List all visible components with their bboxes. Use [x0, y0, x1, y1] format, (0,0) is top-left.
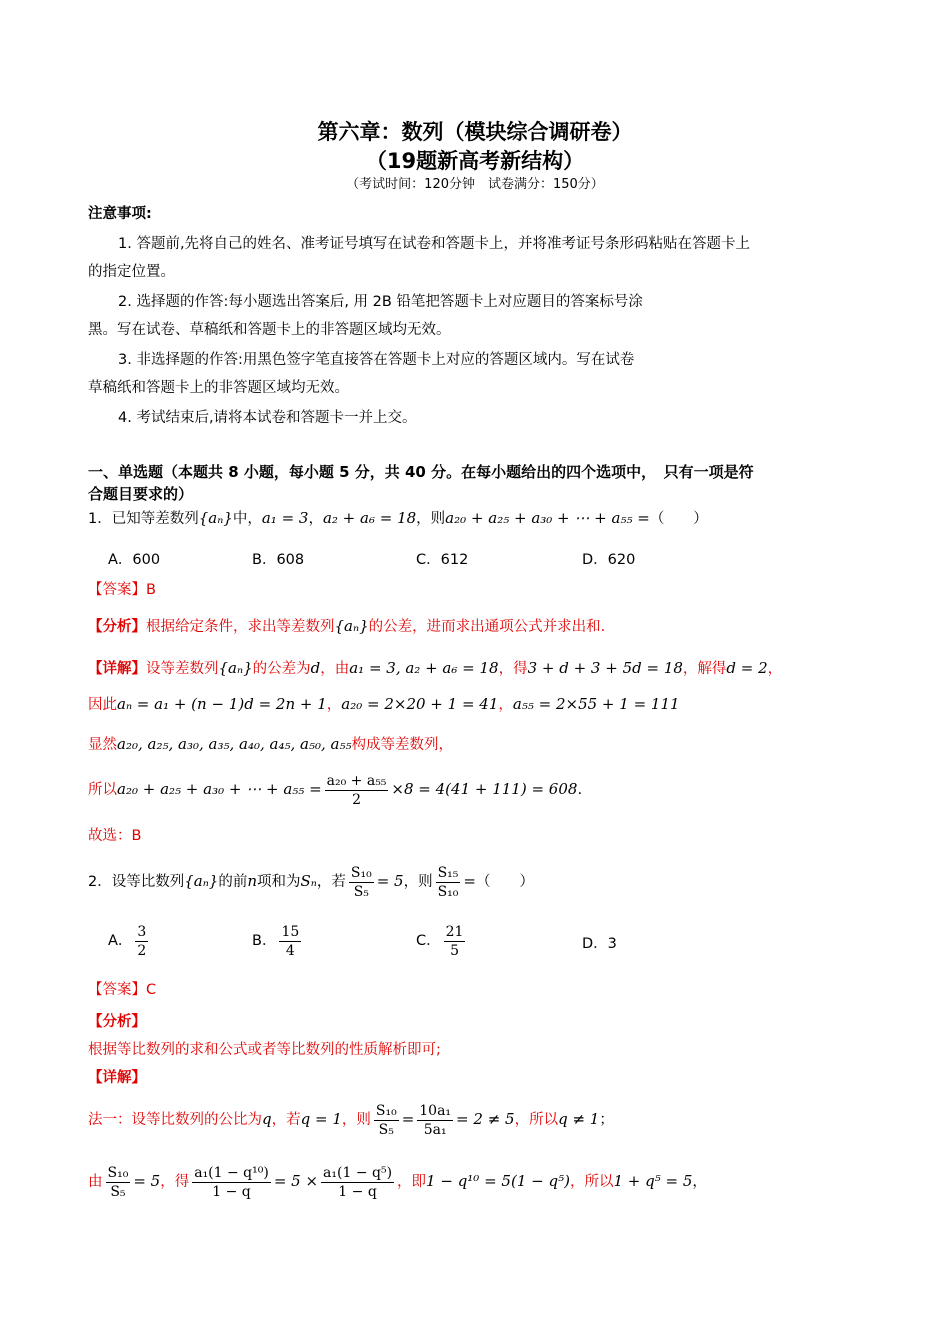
notice-heading: 注意事项:: [88, 206, 152, 222]
q2-f2-eq: =: [463, 872, 476, 890]
q2-m1-gn: 10a₁: [419, 1102, 452, 1119]
section-heading-cont: 合题目要求的）: [88, 485, 194, 503]
q2-m2-frac-1: [106, 1164, 131, 1201]
q1-comma: ，: [308, 511, 323, 527]
q2-m1-end: ；: [599, 1112, 614, 1128]
q1-detail-a: 设等差数列: [146, 661, 219, 677]
q2-opt-a-label: A．: [108, 933, 133, 949]
q1-detail-e3: d = 2: [726, 659, 768, 677]
q1-line3-a: 显然: [88, 737, 117, 753]
notice-item-1-cont: 的指定位置。: [88, 264, 175, 280]
q1-detail-e1: a₁ = 3, a₂ + a₆ = 18: [349, 659, 499, 677]
q1-detail-seq: {aₙ}: [218, 659, 253, 677]
q2-m2-frac-3: [321, 1164, 394, 1201]
q1-line2-c: ，: [498, 697, 513, 713]
q1-stem-prefix: 1．已知等差数列: [88, 511, 199, 527]
q2-paren: （ ）: [476, 874, 534, 890]
q1-answer: 【答案】B: [88, 582, 156, 598]
q1-option-b: B．608: [252, 552, 305, 568]
notice-item-2-cont: 黑。写在试卷、草稿纸和答题卡上的非答题区域均无效。: [88, 322, 451, 338]
q2-method-1-cont: [88, 1158, 707, 1205]
q2-m2-gn: a₁(1 − q¹⁰): [194, 1164, 269, 1181]
q2-option-c: [416, 918, 468, 964]
q2-seq: {aₙ}: [184, 872, 219, 890]
q1-detail-line-2: [88, 694, 680, 715]
q1-line4-den: 2: [352, 791, 361, 808]
q1-line4-a: 所以: [88, 782, 117, 798]
q2-m1-c: ，则: [341, 1112, 371, 1128]
q2-opt-c-frac: [444, 923, 466, 960]
q2-f2-den: S₁₀: [437, 883, 459, 900]
q2-analysis-label: 【分析】: [88, 1014, 146, 1030]
q2-m1-a: 法一：设等比数列的公比为: [88, 1112, 262, 1128]
q1-conclusion: 故选：B: [88, 828, 142, 844]
q2-m1-eq: =: [401, 1110, 415, 1128]
q2-m1-frac-2: [417, 1102, 453, 1139]
q2-m2-c: ，即: [397, 1174, 427, 1190]
q2-opt-b-label: B．: [252, 933, 277, 949]
q1-analysis-a: 根据给定条件，求出等差数列: [146, 619, 335, 635]
q2-m2-b: ，得: [160, 1174, 190, 1190]
q1-option-d: D．620: [582, 552, 636, 568]
q1-detail-e2: 3 + d + 3 + 5d = 18: [527, 659, 683, 677]
q2-answer: 【答案】C: [88, 982, 157, 998]
q1-detail-line-4: [88, 766, 582, 813]
q2-f1-den: S₅: [353, 883, 369, 900]
notice-item-3-cont: 草稿纸和答题卡上的非答题区域均无效。: [88, 380, 349, 396]
exam-info: （考试时间：120分钟 试卷满分：150分）: [346, 177, 604, 192]
q2-m2-frac-2: [192, 1164, 271, 1201]
q2-option-b: [252, 918, 304, 964]
q2-m2-d: ，所以: [569, 1174, 614, 1190]
q1-line4-fraction: [325, 772, 389, 809]
q2-option-d: D．3: [582, 936, 617, 952]
notice-item-1: 1. 答题前,先将自己的姓名、准考证号填写在试卷和答题卡上，并将准考证号条形码粘贴在答题卡上: [118, 236, 751, 252]
q1-detail-g: ，解得: [682, 661, 727, 677]
q2-m1-b: ，若: [271, 1112, 301, 1128]
q2-opt-b-num: 15: [281, 923, 300, 940]
q2-m1-res: = 2 ≠ 5: [456, 1110, 515, 1128]
q1-line3-b: 构成等差数列，: [351, 737, 454, 753]
notice-item-2: 2. 选择题的作答:每小题选出答案后, 用 2B 铅笔把答题卡上对应题目的答案标号涂: [118, 294, 643, 310]
q1-analysis-b: 的公差，进而求出通项公式并求出和.: [368, 619, 606, 635]
notice-item-4: 4. 考试结束后,请将本试卷和答题卡一并上交。: [118, 410, 417, 426]
q1-line2-e3: a₅₅ = 2×55 + 1 = 111: [512, 695, 680, 713]
q2-opt-b-den: 4: [285, 942, 295, 959]
q1-line4-num: a₂₀ + a₅₅: [326, 772, 387, 789]
q1-line2-e2: a₂₀ = 2×20 + 1 = 41: [341, 695, 499, 713]
q1-detail-line-3: [88, 734, 453, 755]
q1-detail-b: 的公差为: [252, 661, 311, 677]
q2-m2-fn: S₁₀: [107, 1164, 129, 1181]
q2-m1-d: ，所以: [514, 1112, 559, 1128]
q2-f1-num: S₁₀: [350, 864, 372, 881]
q1-stem-mid1: 中，: [232, 511, 262, 527]
q1-paren: （ ）: [649, 511, 708, 527]
q2-stem-d: ，若: [316, 874, 346, 890]
q2-f2-num: S₁₅: [437, 864, 459, 881]
q1-analysis: [88, 616, 605, 637]
q1-option-a: A．600: [108, 552, 161, 568]
q2-m1-frac-1: [374, 1102, 399, 1139]
q2-analysis: 根据等比数列的求和公式或者等比数列的性质解析即可;: [88, 1042, 441, 1058]
q1-detail-d: d: [310, 659, 321, 677]
q2-f1-eq: = 5: [376, 872, 404, 890]
section-heading: 一、单选题（本题共 8 小题，每小题 5 分，共 40 分。在每小题给出的四个选项中， 只有一项是符: [88, 463, 754, 481]
q1-line2-b: ，: [326, 697, 342, 713]
q2-stem-a: 2．设等比数列: [88, 874, 185, 890]
q2-m1-e2: q ≠ 1: [558, 1110, 600, 1128]
q1-detail-f: ，得: [498, 661, 528, 677]
q2-fraction-1: [349, 864, 374, 901]
q2-m2-e1: 1 − q¹⁰ = 5(1 − q⁵): [426, 1172, 570, 1190]
q1-line2-a: 因此: [88, 697, 117, 713]
q1-line4-end: .: [577, 782, 583, 798]
q2-m2-gd: 1 − q: [212, 1183, 251, 1200]
q2-m1-gd: 5a₁: [423, 1121, 447, 1138]
q2-m2-mid: = 5 ×: [273, 1172, 319, 1190]
q2-m1-fn: S₁₀: [375, 1102, 397, 1119]
q2-stem-c: 项和为: [257, 874, 301, 890]
q1-option-c: C．612: [416, 552, 469, 568]
q2-opt-a-frac: [135, 923, 148, 960]
q2-method-1: [88, 1096, 614, 1143]
q1-line3-e: a₂₀, a₂₅, a₃₀, a₃₅, a₄₀, a₄₅, a₅₀, a₅₅: [117, 735, 352, 753]
q2-opt-c-num: 21: [445, 923, 464, 940]
question-2-stem: [88, 858, 534, 905]
q1-stem-mid2: ，则: [416, 511, 446, 527]
q2-m1-fd: S₅: [378, 1121, 394, 1138]
q2-fraction-2: [436, 864, 461, 901]
q2-m2-e2: 1 + q⁵ = 5: [613, 1172, 693, 1190]
q1-analysis-seq: {aₙ}: [334, 617, 369, 635]
q1-line2-e1: aₙ = a₁ + (n − 1)d = 2n + 1: [117, 695, 327, 713]
q1-detail-line-1: [88, 658, 782, 679]
q2-opt-c-label: C．: [416, 933, 441, 949]
q2-opt-c-den: 5: [450, 942, 459, 959]
q2-m2-hd: 1 − q: [338, 1183, 377, 1200]
q2-opt-b-frac: [279, 923, 301, 960]
q1-detail-h: ，: [767, 661, 783, 677]
page-title: 第六章：数列（模块综合调研卷）: [317, 120, 633, 144]
q1-seq: {aₙ}: [198, 509, 233, 527]
q2-m2-hn: a₁(1 − q⁵): [323, 1164, 393, 1181]
notice-item-3: 3. 非选择题的作答:用黑色签字笔直接答在答题卡上对应的答题区域内。写在试卷: [118, 352, 635, 368]
q2-m1-q: q: [262, 1110, 272, 1128]
q2-detail-label: 【详解】: [88, 1070, 146, 1086]
q2-m2-eq: = 5: [133, 1172, 161, 1190]
q1-detail-c: ，由: [320, 661, 350, 677]
q1-expr: a₂₀ + a₂₅ + a₃₀ + ⋯ + a₅₅ =: [445, 509, 650, 527]
q2-m1-e1: q = 1: [300, 1110, 342, 1128]
q1-analysis-label: 【分析】: [88, 619, 146, 635]
q1-detail-label: 【详解】: [88, 661, 146, 677]
q2-opt-a-den: 2: [137, 942, 147, 959]
q2-n: n: [247, 872, 258, 890]
q1-line4-e1: a₂₀ + a₂₅ + a₃₀ + ⋯ + a₅₅ =: [117, 780, 322, 798]
q2-sn: Sₙ: [300, 872, 317, 890]
q2-m2-fd: S₅: [110, 1183, 126, 1200]
q2-opt-a-num: 3: [137, 923, 147, 940]
q1-line4-e2: ×8 = 4(41 + 111) = 608: [391, 780, 578, 798]
q2-option-a: [108, 918, 151, 964]
q1-cond2: a₂ + a₆ = 18: [322, 509, 417, 527]
q2-m2-a: 由: [88, 1174, 103, 1190]
page-subtitle: （19题新高考新结构）: [365, 149, 585, 173]
q2-m2-end: ，: [692, 1174, 707, 1190]
q1-cond1: a₁ = 3: [261, 509, 309, 527]
question-1-stem: [88, 508, 708, 529]
q2-stem-e: ，则: [403, 874, 433, 890]
q2-stem-b: 的前: [218, 874, 248, 890]
